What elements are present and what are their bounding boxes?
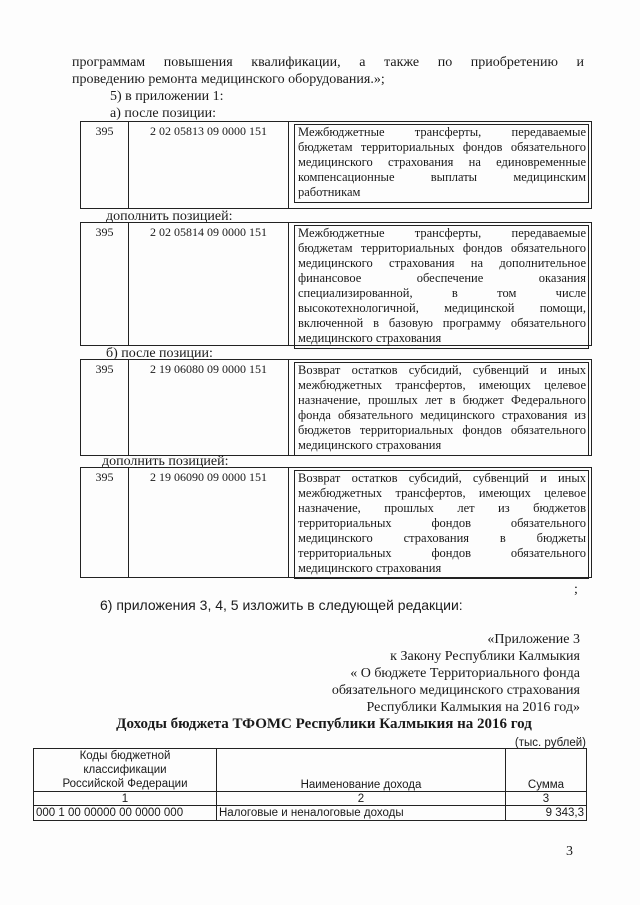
budget-table <box>33 748 587 821</box>
position-description: Межбюджетные трансферты, передаваемые бюджетам территориальных фондов обязательного медицинского страхования на дополнительное финансовое обеспечение оказания специализированной, в том числе высокотехнологичной, медицинской помощи, включенной в базовую программу обязательного медицинского страхования <box>294 225 589 349</box>
position-table-3 <box>80 359 592 456</box>
position-table-4 <box>80 467 592 578</box>
page-number: 3 <box>566 844 573 859</box>
intro-line-1: программам повышения квалификации, а также по приобретению и <box>72 55 584 70</box>
header-sum: Сумма <box>506 749 587 792</box>
annex-budget-2: обязательного медицинского страхования <box>331 683 580 698</box>
position-table-2 <box>80 222 592 346</box>
sub-b-heading: б) после позиции: <box>106 346 213 361</box>
admin-code: 395 <box>81 468 129 577</box>
annex-budget-1: « О бюджете Территориального фонда <box>350 666 580 681</box>
header-name: Наименование дохода <box>217 749 506 792</box>
position-description: Возврат остатков субсидий, субвенций и иных межбюджетных трансфертов, имеющих целевое назначение, прошлых лет из бюджетов территориальных фондов обязательного медицинского страхования в бюджеты территориальных фондов обязательного медицинского страхования <box>294 470 589 579</box>
kbk-code: 2 02 05813 09 0000 151 <box>129 122 289 208</box>
intro-line-2: проведению ремонта медицинского оборудования.»; <box>72 72 385 87</box>
sub-a-heading: а) после позиции: <box>110 106 217 121</box>
col-num-3: 3 <box>506 792 587 806</box>
admin-code: 395 <box>81 122 129 208</box>
annex-title: «Приложение 3 <box>487 632 580 647</box>
kbk-code: 2 02 05814 09 0000 151 <box>129 223 289 345</box>
position-description: Межбюджетные трансферты, передаваемые бюджетам территориальных фондов обязательного медицинского страхования на единовременные компенсационные выплаты медицинским работникам <box>294 124 589 203</box>
col-num-2: 2 <box>217 792 506 806</box>
admin-code: 395 <box>81 223 129 345</box>
position-table-1 <box>80 121 592 209</box>
semicolon: ; <box>574 582 578 597</box>
kbk-code: 2 19 06090 09 0000 151 <box>129 468 289 577</box>
row-name: Налоговые и неналоговые доходы <box>217 806 506 821</box>
header-codes: Коды бюджетной классификации Российской Федерации <box>34 749 217 792</box>
annex-budget-3: Республики Калмыкия на 2016 год» <box>366 700 580 715</box>
admin-code: 395 <box>81 360 129 455</box>
kbk-code: 2 19 06080 09 0000 151 <box>129 360 289 455</box>
position-description: Возврат остатков субсидий, субвенций и иных межбюджетных трансфертов, имеющих целевое назначение, прошлых лет в бюджет Федерального фонда обязательного медицинского страхования из бюджетов территориальных фондов обязательного медицинского страхования <box>294 362 589 456</box>
add-position-label-1: дополнить позицией: <box>106 209 233 224</box>
add-position-label-2: дополнить позицией: <box>102 454 229 469</box>
col-num-1: 1 <box>34 792 217 806</box>
item-6-heading: 6) приложения 3, 4, 5 изложить в следующей редакции: <box>100 597 463 613</box>
budget-title: Доходы бюджета ТФОМС Республики Калмыкия на 2016 год <box>116 716 532 732</box>
row-sum: 9 343,3 <box>506 806 587 821</box>
item-5-heading: 5) в приложении 1: <box>110 89 224 104</box>
row-code: 000 1 00 00000 00 0000 000 <box>34 806 217 821</box>
annex-law: к Закону Республики Калмыкия <box>390 649 580 664</box>
unit-label: (тыс. рублей) <box>514 737 586 749</box>
